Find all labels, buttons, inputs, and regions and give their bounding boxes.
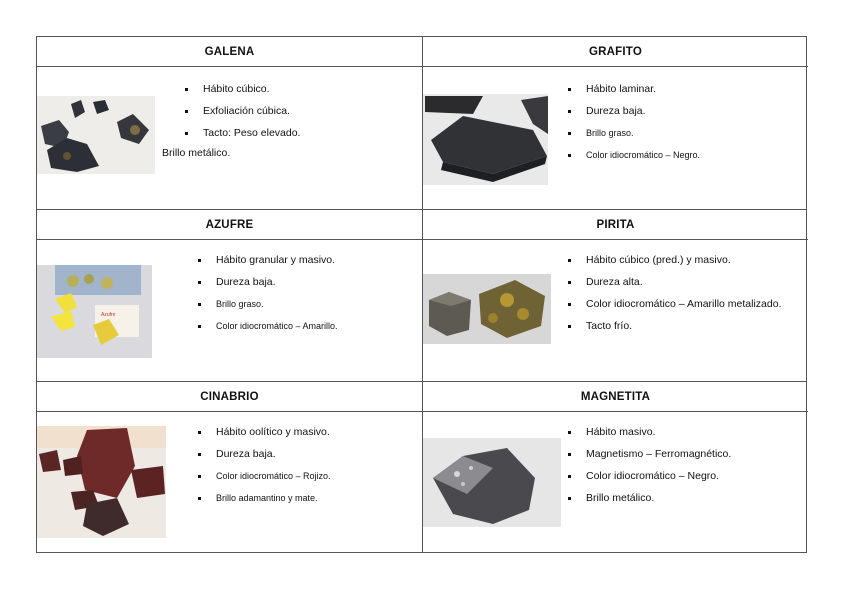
mineral-title: MAGNETITA xyxy=(423,382,808,412)
mineral-title: GRAFITO xyxy=(423,37,808,67)
galena-properties xyxy=(203,84,300,150)
cell-azufre xyxy=(37,210,422,381)
property-item: Tacto frío. xyxy=(586,321,782,332)
cell-magnetita xyxy=(423,382,808,554)
pirita-photo xyxy=(423,274,551,344)
azufre-sample-label: Azufre xyxy=(101,312,116,318)
property-item: Dureza alta. xyxy=(586,277,782,288)
magnetita-photo xyxy=(423,438,561,527)
property-item: Tacto: Peso elevado. xyxy=(203,127,301,139)
galena-photo xyxy=(37,96,155,174)
property-item: Magnetismo – Ferromagnético. xyxy=(586,448,732,460)
property-item: Color idiocromático – Negro. xyxy=(586,150,701,160)
property-item: Dureza baja. xyxy=(586,106,700,117)
property-item: Hábito cúbico (pred.) y masivo. xyxy=(586,255,782,266)
mineral-title: CINABRIO xyxy=(37,382,422,412)
property-item: Color idiocromático – Rojizo. xyxy=(216,471,331,481)
galena-extra-property: Brillo metálico. xyxy=(162,147,231,159)
mineral-title: AZUFRE xyxy=(37,210,422,240)
property-item: Hábito granular y masivo. xyxy=(216,255,338,266)
grafito-icon xyxy=(423,94,548,185)
property-item: Brillo metálico. xyxy=(586,493,731,504)
cell-cinabrio xyxy=(37,382,422,554)
property-item: Exfoliación cúbica. xyxy=(203,106,300,117)
property-item: Brillo graso. xyxy=(216,299,338,310)
mineral-title: GALENA xyxy=(37,37,422,67)
cell-grafito xyxy=(423,37,808,209)
grafito-properties xyxy=(586,84,700,172)
property-item: Color idiocromático – Negro. xyxy=(586,471,731,482)
cinabrio-properties xyxy=(216,427,331,515)
cinabrio-photo xyxy=(37,426,166,538)
mineral-title: PIRITA xyxy=(423,210,808,240)
azufre-icon xyxy=(37,265,152,358)
magnetita-icon xyxy=(423,438,561,527)
property-item: Hábito laminar. xyxy=(586,84,700,95)
property-item: Hábito cúbico. xyxy=(203,84,300,95)
cinabrio-icon xyxy=(37,426,166,538)
property-item: Dureza baja. xyxy=(216,277,338,288)
property-item: Dureza baja. xyxy=(216,449,331,460)
property-item: Color idiocromático – Amarillo metalizado. xyxy=(586,298,782,310)
pirita-icon xyxy=(423,274,551,344)
azufre-properties xyxy=(216,255,338,343)
grafito-photo xyxy=(423,94,548,185)
cell-pirita xyxy=(423,210,808,381)
cell-galena xyxy=(37,37,422,209)
property-item: Brillo adamantino y mate. xyxy=(216,493,331,504)
galena-icon xyxy=(37,96,155,174)
property-item: Hábito oolítico y masivo. xyxy=(216,426,330,438)
magnetita-properties xyxy=(586,427,731,515)
property-item: Color idiocromático – Amarillo. xyxy=(216,321,338,331)
azufre-photo xyxy=(37,265,152,358)
pirita-properties xyxy=(586,255,782,343)
property-item: Hábito masivo. xyxy=(586,427,731,438)
minerals-table xyxy=(36,36,807,553)
property-item: Brillo graso. xyxy=(586,128,700,139)
